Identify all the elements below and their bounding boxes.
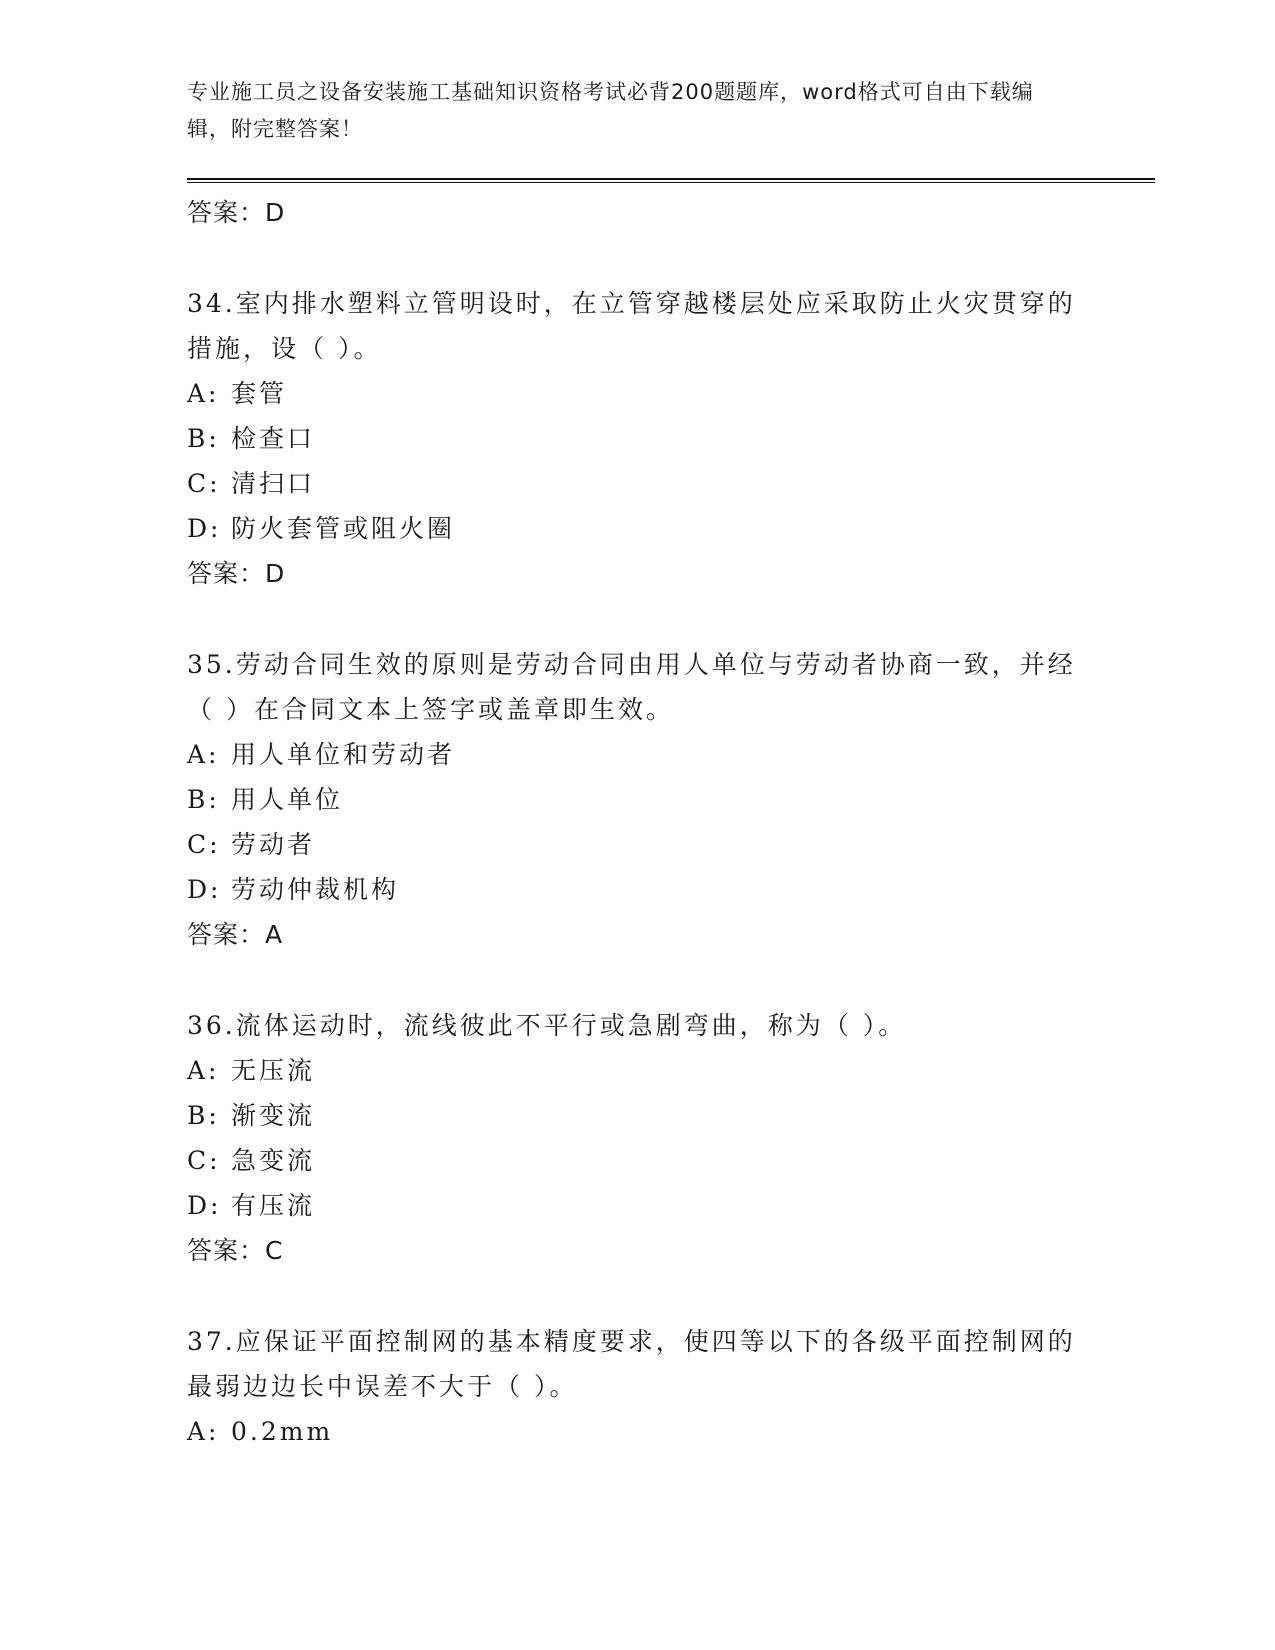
option-c [187,1138,1087,1183]
option-b [187,1093,1087,1138]
option-key: C: [187,830,221,859]
question-37 [187,1319,1087,1454]
question-text: 36.流体运动时，流线彼此不平行或急剧弯曲，称为（ ）。 [187,1011,907,1040]
option-key: A: [187,1056,220,1085]
option-c [187,461,1087,506]
option-text: 检查口 [231,424,316,453]
answer-line: 答案：C [187,1236,284,1265]
option-key: C: [187,469,221,498]
question-34 [187,281,1087,596]
answer-line: 答案：D [187,559,286,588]
option-key: A: [187,740,220,769]
option-text: 清扫口 [231,469,316,498]
answer-line: 答案：A [187,920,284,949]
option-text: 劳动仲裁机构 [231,875,400,904]
option-a [187,1409,1087,1454]
option-a [187,732,1087,777]
option-text: 渐变流 [231,1101,316,1130]
question-text: 34.室内排水塑料立管明设时，在立管穿越楼层处应采取防止火灾贯穿的措施，设（ ）。 [187,289,1076,363]
option-d [187,1183,1087,1228]
option-text: 急变流 [231,1146,316,1175]
option-a [187,371,1087,416]
option-text: 劳动者 [231,830,316,859]
question-35 [187,642,1087,957]
answer-line: 答案：D [187,198,286,227]
option-text: 用人单位和劳动者 [231,740,456,769]
option-b [187,777,1087,822]
option-d [187,506,1087,551]
option-text: 防火套管或阻火圈 [231,514,456,543]
option-key: D: [187,875,222,904]
option-c [187,822,1087,867]
option-text: 无压流 [231,1056,316,1085]
document-body [187,190,1087,1454]
header-divider [187,178,1155,183]
question-text: 35.劳动合同生效的原则是劳动合同由用人单位与劳动者协商一致，并经（ ）在合同文本上签字或盖章即生效。 [187,650,1076,724]
option-key: A: [187,379,220,408]
option-b [187,416,1087,461]
option-text: 用人单位 [231,785,344,814]
option-key: A: [187,1417,220,1446]
option-text: 0.2mm [231,1417,334,1446]
option-key: D: [187,514,222,543]
option-text: 有压流 [231,1191,316,1220]
option-key: B: [187,424,220,453]
question-36 [187,1003,1087,1273]
option-key: C: [187,1146,221,1175]
option-a [187,1048,1087,1093]
question-text: 37.应保证平面控制网的基本精度要求，使四等以下的各级平面控制网的最弱边边长中误差不大于（ ）。 [187,1327,1076,1401]
option-text: 套管 [231,379,288,408]
option-key: B: [187,785,220,814]
option-key: D: [187,1191,222,1220]
page-header: 专业施工员之设备安装施工基础知识资格考试必背200题题库，word格式可自由下载编辑，附完整答案！ [187,80,1034,141]
option-key: B: [187,1101,220,1130]
option-d [187,867,1087,912]
